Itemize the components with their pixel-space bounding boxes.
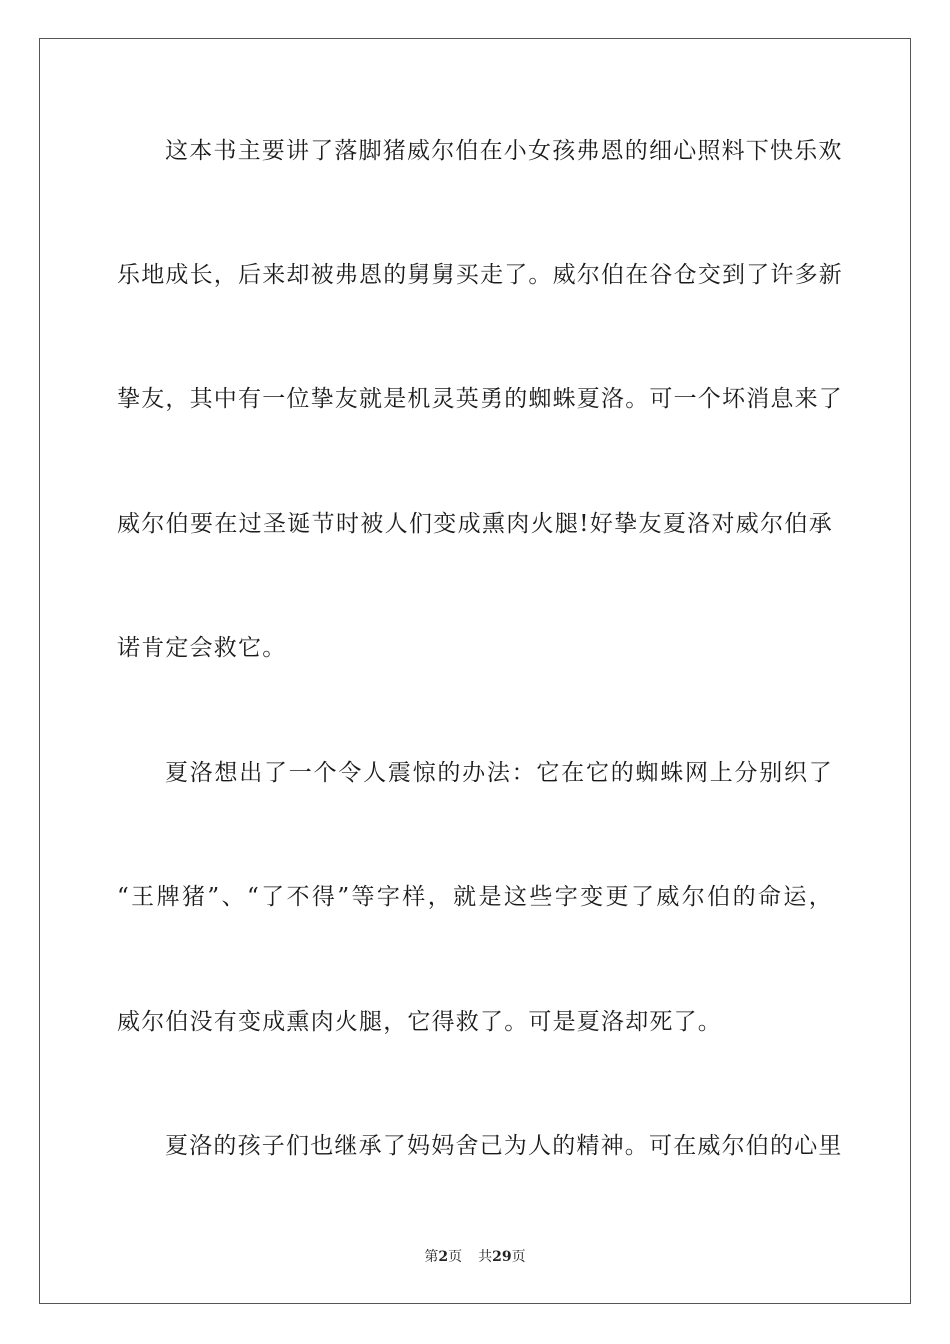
page-border [39,38,911,1304]
page-prefix: 第 [424,1249,439,1265]
total-suffix: 页 [511,1249,526,1265]
paragraph-3-line-1: 夏洛的孩子们也继承了妈妈舍己为人的精神。可在威尔伯的心里 [165,1133,843,1159]
paragraph-1-line-1: 这本书主要讲了落脚猪威尔伯在小女孩弗恩的细心照料下快乐欢 [165,138,843,164]
total-prefix: 共 [478,1249,493,1265]
paragraph-2-line-2: “王牌猪”、“了不得”等字样，就是这些字变更了威尔伯的命运， [117,884,833,910]
page-footer [0,1248,950,1266]
page-number: 2 [438,1249,449,1265]
page-suffix: 页 [448,1249,463,1265]
paragraph-1-line-2: 乐地成长，后来却被弗恩的舅舅买走了。威尔伯在谷仓交到了许多新 [117,262,843,288]
paragraph-2-line-3: 威尔伯没有变成熏肉火腿，它得救了。可是夏洛却死了。 [117,1009,722,1035]
paragraph-1-line-3: 挚友，其中有一位挚友就是机灵英勇的蜘蛛夏洛。可一个坏消息来了 [117,386,843,412]
paragraph-2-line-1: 夏洛想出了一个令人震惊的办法：它在它的蜘蛛网上分别织了 [165,760,833,786]
paragraph-1-line-5: 诺肯定会救它。 [117,635,287,661]
paragraph-1-line-4: 威尔伯要在过圣诞节时被人们变成熏肉火腿!好挚友夏洛对威尔伯承 [117,511,833,537]
total-pages: 29 [492,1249,512,1265]
